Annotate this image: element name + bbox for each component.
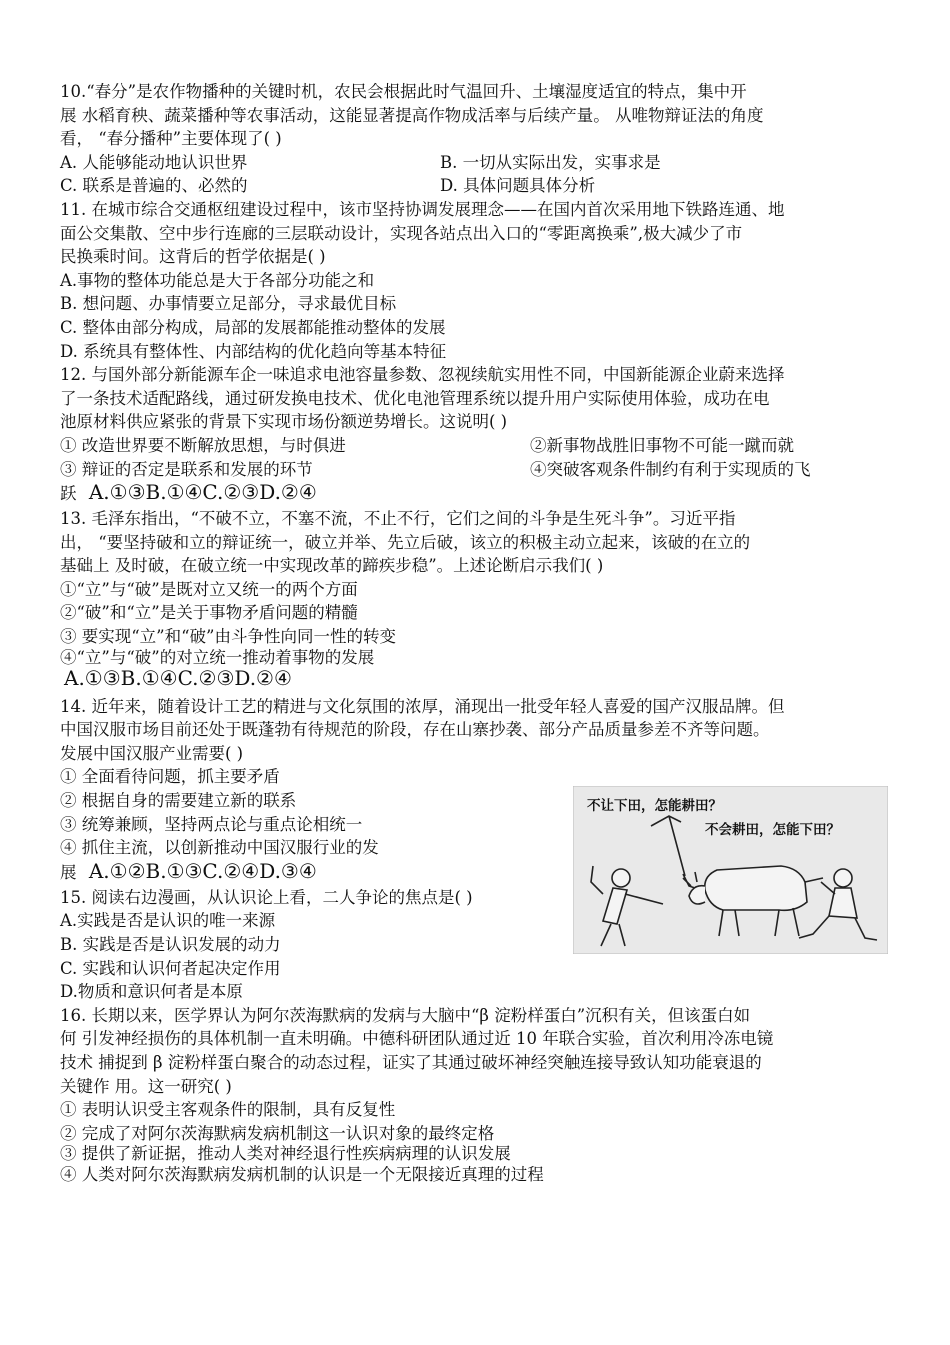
q14-item-3: ③ 统筹兼顾，坚持两点论与重点论相统一 <box>60 814 363 834</box>
q12-items-row <box>60 458 890 482</box>
q12-items-row <box>60 434 890 458</box>
q14-stem-line: 14. 近年来，随着设计工艺的精进与文化氛围的浓厚，涌现出一批受年轻人喜爱的国产汉服品牌。但 <box>60 696 785 716</box>
q13-item-2: ②“破”和“立”是关于事物矛盾问题的精髓 <box>60 603 358 623</box>
q16-item-3: ③ 提供了新证据，推动人类对神经退行性疾病病理的认识发展 <box>60 1144 511 1164</box>
q16-item-1: ① 表明认识受主客观条件的限制，具有反复性 <box>60 1100 396 1120</box>
q14-item-2: ② 根据自身的需要建立新的联系 <box>60 791 297 811</box>
q10-stem-line: 看， “春分播种”主要体现了( ) <box>60 129 282 149</box>
q14-item-1: ① 全面看待问题，抓主要矛盾 <box>60 767 280 787</box>
q16-stem-line: 何 引发神经损伤的具体机制一直未明确。中德科研团队通过近 10 年联合实验，首次利用冷冻电镜 <box>60 1029 774 1049</box>
q12-stem-line: 池原材料供应紧张的背景下实现市场份额逆势增长。这说明( ) <box>60 412 508 432</box>
q15-option-a: A.实践是否是认识的唯一来源 <box>60 911 276 931</box>
q15-option-b: B. 实践是否是认识发展的动力 <box>60 935 281 954</box>
q16-item-4: ④ 人类对阿尔茨海默病发病机制的认识是一个无限接近真理的过程 <box>60 1165 544 1185</box>
q14-stem-line: 发展中国汉服产业需要( ) <box>60 743 244 763</box>
q12-answer-choices: A.①③B.①④C.②③D.②④ <box>88 480 317 505</box>
q12-item-3: ③ 辩证的否定是联系和发展的环节 <box>60 459 313 479</box>
q13-stem-line: 13. 毛泽东指出，“不破不立，不塞不流，不止不行，它们之间的斗争是生死斗争”。习近平指 <box>60 509 736 529</box>
cartoon-caption-left: 不让下田，怎能耕田？ <box>587 798 722 814</box>
q13-item-3: ③ 要实现“立”和“破”由斗争性向同一性的转变 <box>60 627 396 647</box>
q11-option-a: A.事物的整体功能总是大于各部分功能之和 <box>60 270 375 290</box>
question-10 <box>60 80 890 198</box>
q11-option-c: C. 整体由部分构成，局部的发展都能推动整体的发展 <box>60 317 446 337</box>
q11-option-d: D. 系统具有整体性、内部结构的优化趋向等基本特征 <box>60 341 447 361</box>
question-11 <box>60 198 890 363</box>
q13-item-1: ①“立”与“破”是既对立又统一的两个方面 <box>60 579 358 599</box>
q13-item-4: ④“立”与“破”的对立统一推动着事物的发展 <box>60 647 375 667</box>
q15-option-d: D.物质和意识何者是本原 <box>60 982 243 1002</box>
cartoon-drawing <box>573 786 888 954</box>
q15-stem: 15. 阅读右边漫画，从认识论上看，二人争论的焦点是( ) <box>60 887 473 907</box>
q12-item-2: ②新事物战胜旧事物不可能一蹴而就 <box>530 435 794 455</box>
q10-option-b: B. 一切从实际出发，实事求是 <box>440 152 661 172</box>
q16-stem-line: 16. 长期以来，医学界认为阿尔茨海默病的发病与大脑中“β 淀粉样蛋白”沉积有关，但该蛋白如 <box>60 1005 751 1025</box>
exam-page <box>60 80 890 1187</box>
cartoon-illustration <box>573 786 888 954</box>
q14-item-tail: 展 <box>60 862 77 882</box>
cartoon-caption-right: 不会耕田，怎能下田？ <box>705 822 840 838</box>
q10-stem-line: 10.“春分”是农作物播种的关键时机，农民会根据此时气温回升、土壤湿度适宜的特点，集中开 <box>60 82 747 101</box>
q11-stem-line: 面公交集散、空中步行连廊的三层联动设计，实现各站点出入口的“零距离换乘”,极大减少了市 <box>60 223 743 243</box>
question-12 <box>60 363 890 507</box>
q11-option-b: B. 想问题、办事情要立足部分，寻求最优目标 <box>60 294 397 314</box>
q10-stem-line: 展 水稻育秧、蔬菜播种等农事活动，这能显著提高作物成活率与后续产量。 从唯物辩证法的角度 <box>60 105 764 125</box>
q14-item-4: ④ 抓住主流，以创新推动中国汉服行业的发 <box>60 838 379 858</box>
q12-stem-line: 了一条技术适配路线，通过研发换电技术、优化电池管理系统以提升用户实际使用体验，成功在电 <box>60 388 770 408</box>
question-16 <box>60 1004 890 1187</box>
q10-options-row <box>60 174 890 198</box>
q12-item-1: ① 改造世界要不断解放思想，与时俱进 <box>60 435 346 455</box>
q10-option-d: D. 具体问题具体分析 <box>440 176 596 196</box>
q16-stem-line: 技术 捕捉到 β 淀粉样蛋白聚合的动态过程，证实了其通过破坏神经突触连接导致认知功能衰退的 <box>60 1052 762 1072</box>
q12-item-tail: 跃 <box>60 484 77 504</box>
q12-answer-row <box>60 479 890 507</box>
q10-options-row <box>60 151 890 175</box>
q10-option-c: C. 联系是普遍的、必然的 <box>60 176 248 196</box>
q14-answer-choices: A.①②B.①③C.②④D.③④ <box>88 858 317 883</box>
q12-item-4: ④突破客观条件制约有利于实现质的飞 <box>530 459 811 479</box>
q10-option-a: A. 人能够能动地认识世界 <box>60 152 248 172</box>
q13-answer-choices: A.①③B.①④C.②③D.②④ <box>64 665 292 690</box>
q16-item-2: ② 完成了对阿尔茨海默病发病机制这一认识对象的最终定格 <box>60 1123 495 1143</box>
q13-stem-line: 出， “要坚持破和立的辩证统一，破立并举、先立后破，该立的积极主动立起来，该破的在立的 <box>60 532 751 552</box>
q11-stem-line: 11. 在城市综合交通枢纽建设过程中，该市坚持协调发展理念——在国内首次采用地下铁路连通、地 <box>60 199 785 219</box>
question-13 <box>60 507 890 691</box>
q15-option-c: C. 实践和认识何者起决定作用 <box>60 958 281 978</box>
q11-stem-line: 民换乘时间。这背后的哲学依据是( ) <box>60 247 326 267</box>
q16-stem-line: 关键作 用。这一研究( ) <box>60 1076 232 1096</box>
q12-stem-line: 12. 与国外部分新能源车企一味追求电池容量参数、忽视续航实用性不同，中国新能源企业蔚来选择 <box>60 365 785 385</box>
q13-stem-line: 基础上 及时破，在破立统一中实现改革的蹄疾步稳”。上述论断启示我们( ) <box>60 556 604 576</box>
q14-stem-line: 中国汉服市场目前还处于既蓬勃有待规范的阶段，存在山寨抄袭、部分产品质量参差不齐等问题。 <box>60 720 770 740</box>
